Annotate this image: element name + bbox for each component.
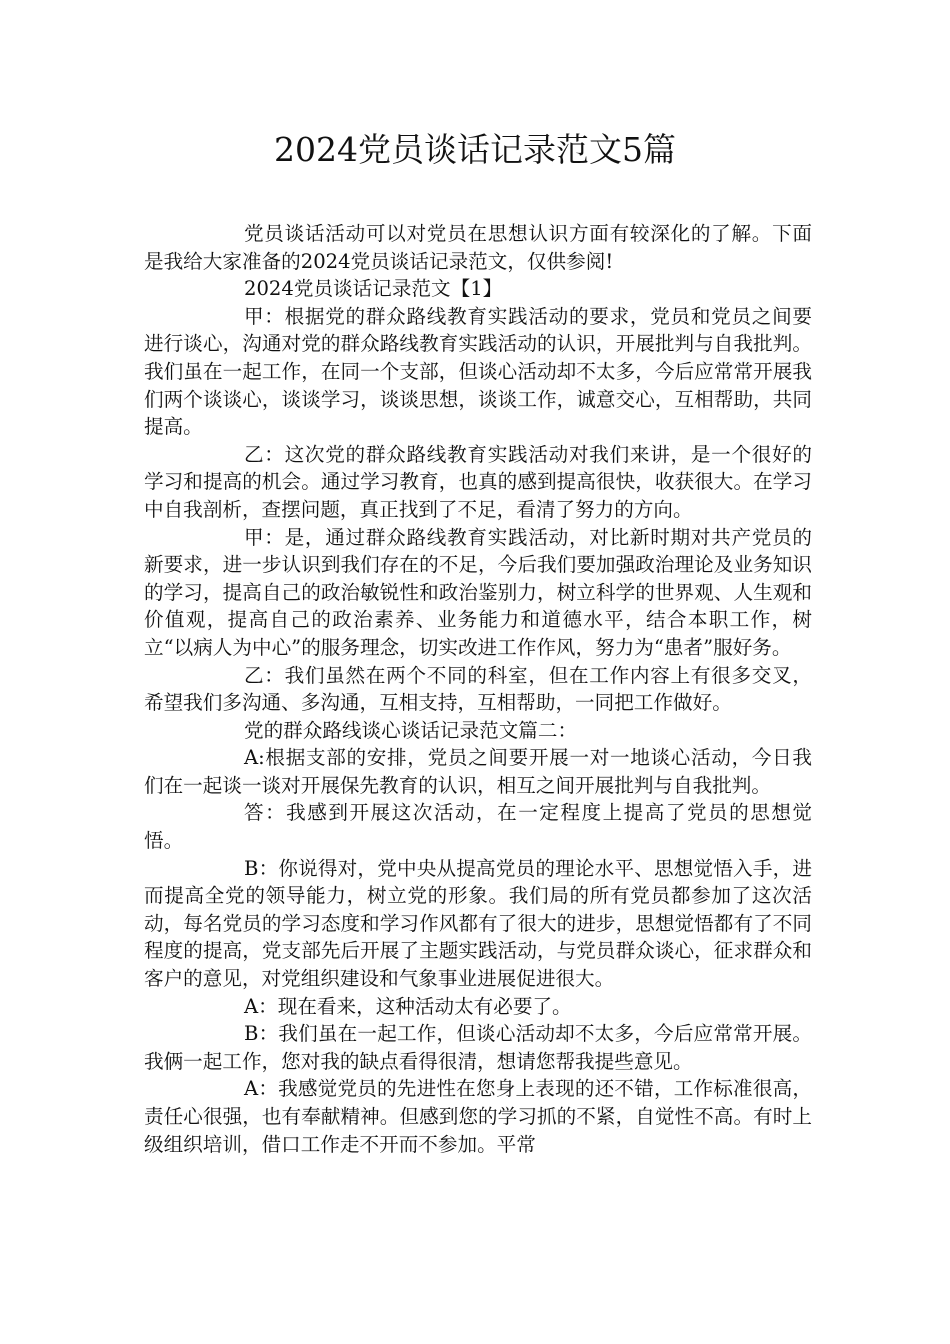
paragraph: 甲：是，通过群众路线教育实践活动，对比新时期对共产党员的新要求，进一步认识到我们存在的不足，今后我们要加强政治理论及业务知识的学习，提高自己的政治敏锐性和政治鉴别力，树立科学的世界观、人生观和价值观，提高自己的政治素养、业务能力和道德水平，结合本职工作，树立“以病人为中心”的服务理念，切实改进工作作风，努力为“患者”服好务。 (144, 525, 812, 659)
section-heading: 2024党员谈话记录范文【1】 (244, 277, 503, 301)
paragraph: 乙：我们虽然在两个不同的科室，但在工作内容上有很多交叉，希望我们多沟通、多沟通，互相支持，互相帮助，一同把工作做好。 (144, 663, 812, 715)
paragraph: A：我感觉党员的先进性在您身上表现的还不错，工作标准很高，责任心很强，也有奉献精神。但感到您的学习抓的不紧，自觉性不高。有时上级组织培训，借口工作走不开而不参加。平常 (144, 1077, 812, 1156)
paragraph: 党员谈话活动可以对党员在思想认识方面有较深化的了解。下面是我给大家准备的2024党员谈话记录范文，仅供参阅! (144, 222, 812, 273)
paragraph: 答：我感到开展这次活动，在一定程度上提高了党员的思想觉悟。 (144, 801, 812, 853)
document-body (144, 220, 812, 1158)
paragraph: A:根据支部的安排，党员之间要开展一对一地谈心活动，今日我们在一起谈一谈对开展保先教育的认识，相互之间开展批判与自我批判。 (144, 746, 812, 797)
paragraph: 乙：这次党的群众路线教育实践活动对我们来讲，是一个很好的学习和提高的机会。通过学习教育，也真的感到提高很快，收获很大。在学习中自我剖析，查摆问题，真正找到了不足，看清了努力的方向。 (144, 442, 812, 521)
paragraph: A：现在看来，这种活动太有必要了。 (244, 994, 572, 1018)
paragraph: B：你说得对，党中央从提高党员的理论水平、思想觉悟入手，进而提高全党的领导能力，树立党的形象。我们局的所有党员都参加了这次活动，每名党员的学习态度和学习作风都有了很大的进步，思想觉悟都有了不同程度的提高，党支部先后开展了主题实践活动，与党员群众谈心，征求群众和客户的意见，对党组织建设和气象事业进展促进很大。 (144, 856, 812, 991)
document-title: 2024党员谈话记录范文5篇 (274, 130, 676, 169)
section-heading: 党的群众路线谈心谈话记录范文篇二： (244, 718, 578, 742)
paragraph: B：我们虽在一起工作，但谈心活动却不太多，今后应常常开展。我俩一起工作，您对我的缺点看得很清，想请您帮我提些意见。 (144, 1022, 812, 1073)
paragraph: 甲：根据党的群众路线教育实践活动的要求，党员和党员之间要进行谈心，沟通对党的群众路线教育实践活动的认识，开展批判与自我批判。我们虽在一起工作，在同一个支部，但谈心活动却不太多，今后应常常开展我们两个谈谈心，谈谈学习，谈谈思想，谈谈工作，诚意交心，互相帮助，共同提高。 (144, 304, 812, 439)
